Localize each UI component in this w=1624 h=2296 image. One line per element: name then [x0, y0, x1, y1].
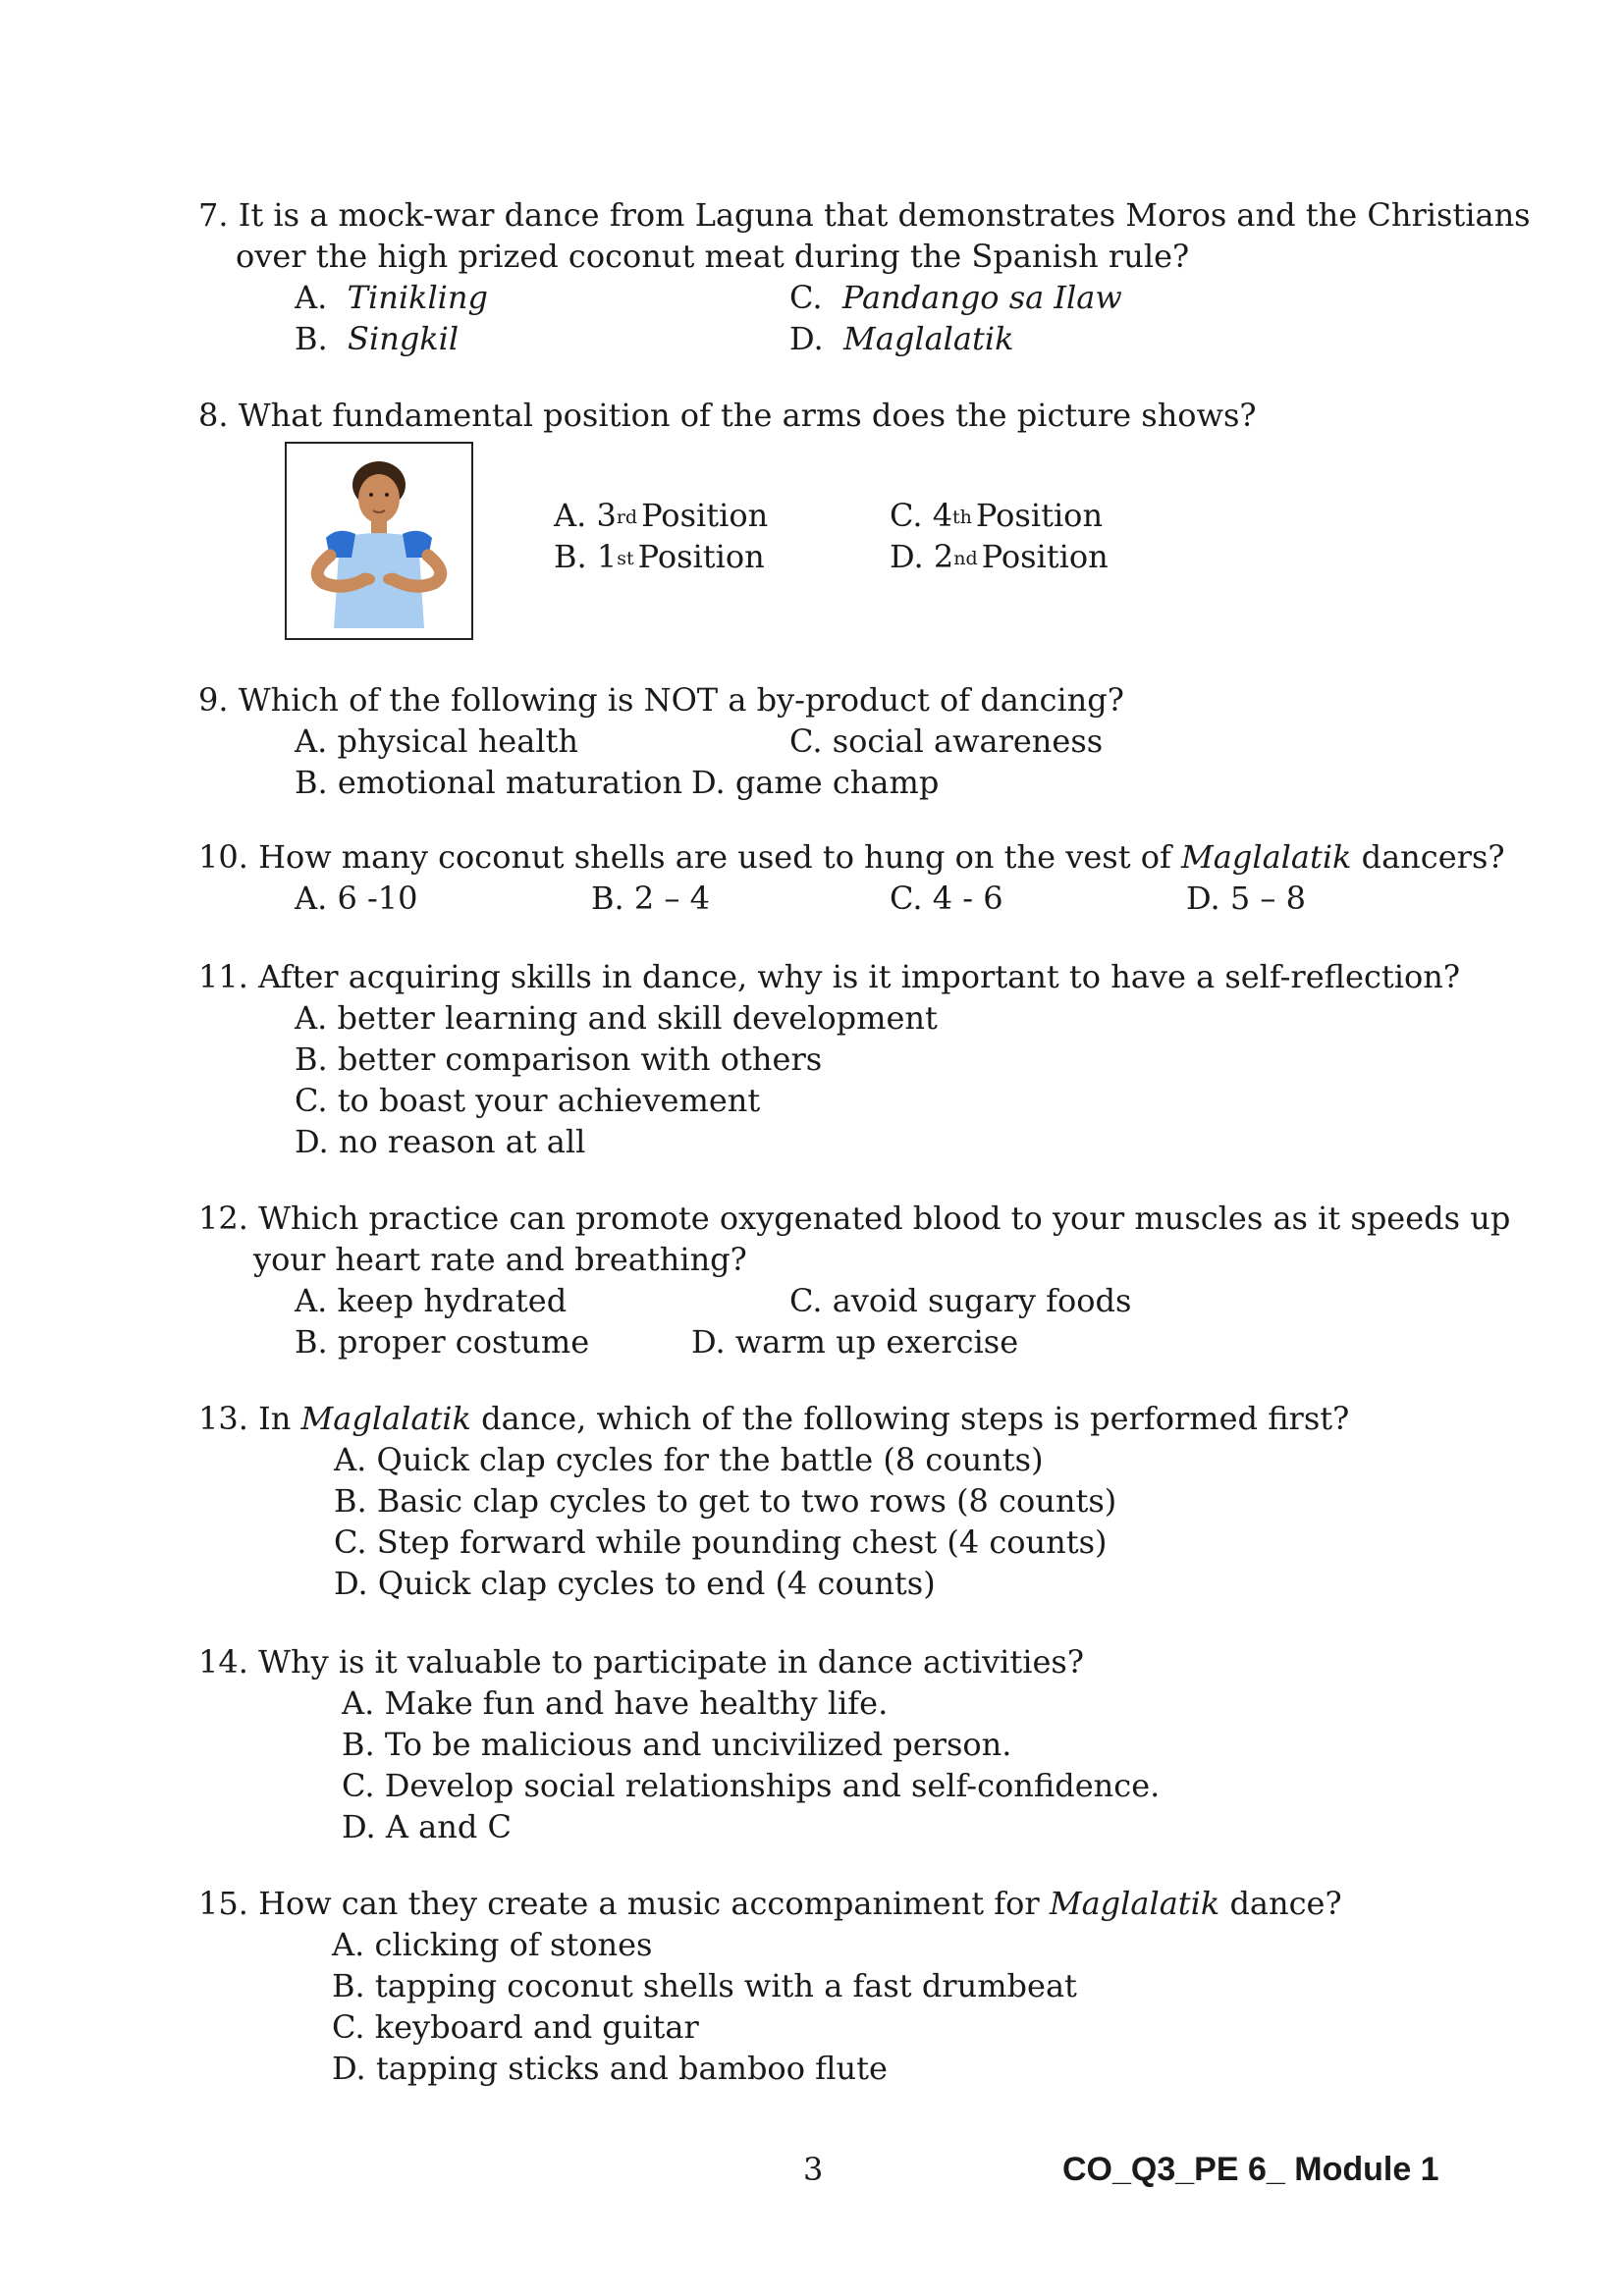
question-text: Why is it valuable to participate in dance activities? [258, 1643, 1084, 1681]
option-b: B. emotional maturation [295, 764, 683, 801]
option-d: D. no reason at all [295, 1123, 586, 1160]
option-c: C. Step forward while pounding chest (4 counts) [334, 1523, 1108, 1561]
option-b: B. 1st Position [554, 538, 765, 575]
question-11 [198, 956, 1465, 997]
option-d: D. 2nd Position [890, 538, 1109, 575]
question-15-stem: 15. How can they create a music accompaniment for Maglalatik dance? [198, 1885, 1342, 1922]
page-number: 3 [803, 2151, 824, 2188]
option-b: B. Basic clap cycles to get to two rows (8 counts) [334, 1482, 1117, 1520]
question-10 [198, 836, 1505, 878]
question-number: 9. [198, 681, 229, 719]
option-c: C. Develop social relationships and self-confidence. [342, 1767, 1161, 1804]
question-13-stem: 13. In Maglalatik dance, which of the following steps is performed first? [198, 1400, 1350, 1437]
dancer-figure [285, 442, 473, 640]
option-text: Maglalatik [843, 320, 1014, 357]
question-10-stem: 10. How many coconut shells are used to hung on the vest of Maglalatik dancers? [198, 838, 1505, 876]
question-number: 8. [198, 397, 229, 434]
option-a: A. keep hydrated [295, 1282, 568, 1319]
option-c: C. to boast your achievement [295, 1082, 761, 1119]
option-b: B. 2 – 4 [591, 880, 710, 917]
option-c: C. 4th Position [890, 497, 1104, 534]
option-b: B. proper costume [295, 1323, 590, 1361]
option-a: A. Tinikling [295, 279, 488, 316]
option-text: Tinikling [347, 279, 488, 316]
option-b: B. tapping coconut shells with a fast drumbeat [332, 1967, 1077, 2004]
question-8 [198, 395, 1465, 436]
option-c: C. Pandango sa Ilaw [789, 279, 1122, 316]
question-number: 13. [198, 1400, 248, 1437]
option-d: D. A and C [342, 1808, 512, 1845]
option-d: D. 5 – 8 [1186, 880, 1306, 917]
question-number: 14. [198, 1643, 248, 1681]
question-number: 10. [198, 838, 248, 876]
question-15 [198, 1883, 1465, 1924]
option-d: D. Quick clap cycles to end (4 counts) [334, 1565, 936, 1602]
question-13 [198, 1398, 1465, 1439]
dancer-arms-position-icon [287, 444, 471, 638]
option-b: B. better comparison with others [295, 1041, 823, 1078]
question-12 [198, 1198, 1511, 1280]
option-d: D. warm up exercise [691, 1323, 1019, 1361]
question-12-stem-continued: your heart rate and breathing? [253, 1241, 747, 1278]
option-a: A. Quick clap cycles for the battle (8 counts) [334, 1441, 1044, 1478]
question-text: What fundamental position of the arms does the picture shows? [238, 397, 1257, 434]
option-a: A. 3rd Position [554, 497, 769, 534]
option-a: A. 6 -10 [295, 880, 418, 917]
option-d: D. tapping sticks and bamboo flute [332, 2050, 888, 2087]
question-number: 12. [198, 1200, 248, 1237]
option-c: C. keyboard and guitar [332, 2008, 699, 2046]
question-9 [198, 679, 1465, 721]
question-text: It is a mock-war dance from Laguna that demonstrates Moros and the Christians [238, 196, 1531, 234]
option-text: Pandango sa Ilaw [841, 279, 1122, 316]
option-text: Singkil [348, 320, 460, 357]
question-7-stem [198, 194, 1531, 236]
question-11-stem [198, 956, 1465, 997]
question-9-stem [198, 679, 1465, 721]
option-b: B. To be malicious and uncivilized person. [342, 1726, 1012, 1763]
option-d: D. game champ [691, 764, 940, 801]
question-14 [198, 1641, 1465, 1682]
question-12-stem [198, 1198, 1511, 1239]
question-number: 7. [198, 196, 229, 234]
question-number: 11. [198, 958, 248, 995]
option-a: A. physical health [295, 722, 579, 760]
question-14-stem [198, 1641, 1465, 1682]
option-a: A. better learning and skill development [295, 999, 938, 1037]
question-7 [198, 194, 1531, 277]
question-text: After acquiring skills in dance, why is it important to have a self-reflection? [258, 958, 1460, 995]
question-number: 15. [198, 1885, 248, 1922]
question-8-stem [198, 395, 1465, 436]
option-c: C. social awareness [789, 722, 1104, 760]
option-c: C. avoid sugary foods [789, 1282, 1132, 1319]
question-text: Which of the following is NOT a by-product of dancing? [238, 681, 1124, 719]
option-a: A. clicking of stones [332, 1926, 653, 1963]
module-code: CO_Q3_PE 6_ Module 1 [1062, 2151, 1439, 2188]
option-d: D. Maglalatik [789, 320, 1014, 357]
question-text: Which practice can promote oxygenated blood to your muscles as it speeds up [258, 1200, 1511, 1237]
question-7-stem-continued: over the high prized coconut meat during the Spanish rule? [236, 238, 1190, 275]
option-a: A. Make fun and have healthy life. [342, 1684, 889, 1722]
option-b: B. Singkil [295, 320, 460, 357]
option-c: C. 4 - 6 [890, 880, 1003, 917]
